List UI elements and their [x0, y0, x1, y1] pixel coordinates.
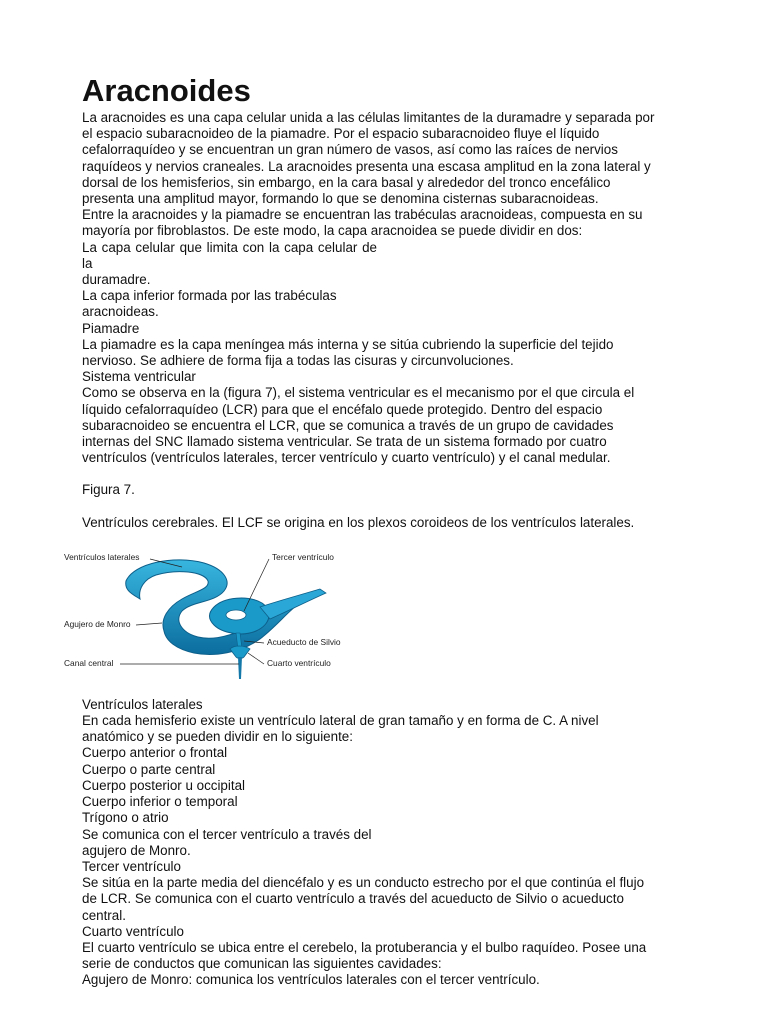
- figure-label: Figura 7.: [82, 482, 135, 498]
- list-item: Cuerpo inferior o temporal: [82, 794, 238, 810]
- label-canal-central: Canal central: [64, 657, 114, 668]
- text-line: En cada hemisferio existe un ventrículo lateral de gran tamaño y en forma de C. A nivel: [82, 713, 599, 729]
- section-heading: Tercer ventrículo: [82, 858, 181, 874]
- text-line: dorsal de los hemisferios, sin embargo, en la cara basal y alrededor del tronco encefálico: [82, 174, 611, 190]
- text-line: duramadre.: [82, 272, 151, 288]
- section-heading: Sistema ventricular: [82, 369, 196, 385]
- label-ventriculos-laterales: Ventrículos laterales: [64, 551, 140, 562]
- text-line: presenta una amplitud mayor, formando lo que se denomina cisternas subaracnoideas.: [82, 191, 599, 207]
- leader-line: [136, 623, 162, 625]
- sistema-ventricular-section: [82, 369, 692, 466]
- text-line: anatómico y se pueden dividir en lo siguiente:: [82, 729, 353, 745]
- label-cuarto-ventriculo: Cuarto ventrículo: [267, 657, 331, 668]
- fourth-ventricle-shape: [230, 646, 250, 659]
- section-heading: Ventrículos laterales: [82, 696, 203, 712]
- text-line: Se comunica con el tercer ventrículo a través del: [82, 826, 372, 842]
- list-item: Cuerpo o parte central: [82, 761, 216, 777]
- list-item: Trígono o atrio: [82, 810, 169, 826]
- text-line: nervioso. Se adhiere de forma fija a todas las cisuras y circunvoluciones.: [82, 353, 514, 369]
- section-heading: Cuarto ventrículo: [82, 923, 184, 939]
- text-line: El cuarto ventrículo se ubica entre el cerebelo, la protuberancia y el bulbo raquídeo. Posee una: [82, 939, 647, 955]
- text-line: serie de conductos que comunican las siguientes cavidades:: [82, 956, 442, 972]
- text-line: mayoría por fibroblastos. De este modo, la capa aracnoidea se puede dividir en dos:: [82, 223, 583, 239]
- text-line: Entre la aracnoides y la piamadre se encuentran las trabéculas aracnoideas, compuesta en su: [82, 207, 643, 223]
- text-line: La aracnoides es una capa celular unida a las células limitantes de la duramadre y separada por: [82, 110, 655, 125]
- section-heading: Piamadre: [82, 320, 140, 336]
- text-line: internas del SNC llamado sistema ventricular. Se trata de un sistema formado por cuatro: [82, 434, 607, 450]
- text-line: aracnoideas.: [82, 304, 159, 320]
- figure-caption: Ventrículos cerebrales. El LCF se origina en los plexos coroideos de los ventrículos laterales.: [82, 514, 635, 530]
- central-canal-shape: [238, 657, 242, 679]
- ventricles-diagram: [64, 545, 374, 685]
- text-line: La capa celular que limita con la capa celular de la: [82, 239, 377, 271]
- text-line: Se sitúa en la parte media del diencéfalo y es un conducto estrecho por el que continúa el flujo: [82, 875, 645, 891]
- text-line: subaracnoideo se encuentra el LCR, que se comunica a través de un grupo de cavidades: [82, 417, 614, 433]
- text-line: cefalorraquídeo y se encuentran un gran número de vasos, así como las raíces de nervios: [82, 142, 618, 158]
- interthalamic-hole: [226, 610, 246, 620]
- intro-paragraph: [82, 110, 692, 240]
- text-line: ventrículos (ventrículos laterales, tercer ventrículo y cuarto ventrículo) y el canal medular.: [82, 450, 611, 466]
- text-line: Como se observa en la (figura 7), el sistema ventricular es el mecanismo por el que circula el: [82, 385, 635, 401]
- leader-line: [248, 653, 264, 664]
- list-item: Cuerpo anterior o frontal: [82, 745, 228, 761]
- document-page: [64, 72, 692, 989]
- ventricles-description: [82, 697, 692, 989]
- layers-list: [82, 240, 692, 321]
- text-line: La piamadre es la capa meníngea más interna y se sitúa cubriendo la superficie del tejido: [82, 336, 614, 352]
- text-line: líquido cefalorraquídeo (LCR) para que el encéfalo quede protegido. Dentro del espacio: [82, 401, 603, 417]
- piamadre-section: [82, 321, 692, 370]
- label-tercer-ventriculo: Tercer ventrículo: [272, 551, 334, 562]
- text-line: agujero de Monro.: [82, 842, 191, 858]
- label-agujero-monro: Agujero de Monro: [64, 618, 131, 629]
- occipital-horn-shape: [260, 589, 326, 619]
- text-line: central.: [82, 907, 126, 923]
- text-line: Agujero de Monro: comunica los ventrículos laterales con el tercer ventrículo.: [82, 972, 540, 988]
- list-item: Cuerpo posterior u occipital: [82, 777, 246, 793]
- text-line: de LCR. Se comunica con el cuarto ventrículo a través del acueducto de Silvio o acueducto: [82, 891, 624, 907]
- text-line: La capa inferior formada por las trabéculas: [82, 288, 337, 304]
- text-line: el espacio subaracnoideo de la piamadre. Por el espacio subaracnoideo fluye el líquido: [82, 126, 600, 142]
- page-title: Aracnoides: [82, 73, 251, 108]
- text-line: raquídeos y nervios craneales. La aracnoides presenta una escasa amplitud en la zona lateral y: [82, 158, 651, 174]
- label-acueducto-silvio: Acueducto de Silvio: [267, 636, 341, 647]
